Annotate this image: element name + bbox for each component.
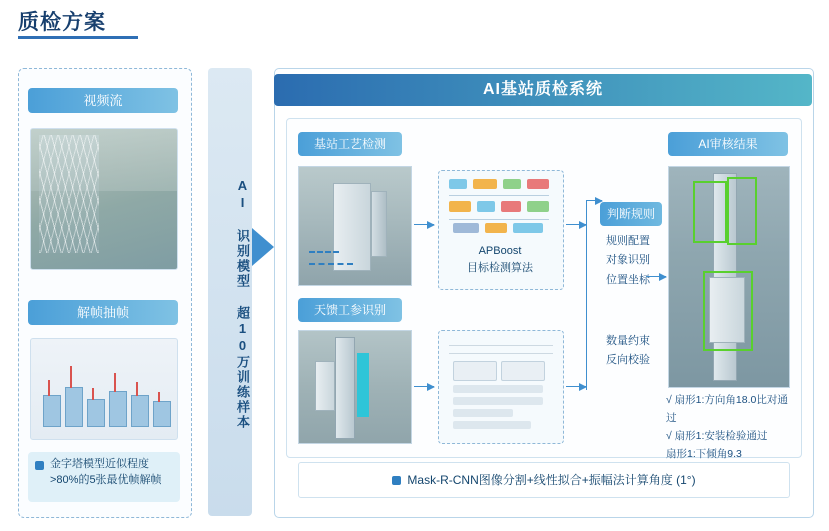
apboost-desc: 目标检测算法 <box>467 261 533 274</box>
cabinet-shape <box>333 183 371 271</box>
measure-line <box>309 251 339 253</box>
ai-result-list <box>666 392 796 463</box>
lattice-tower-icon <box>39 135 99 253</box>
rule2-item-1: 反向校验 <box>606 354 650 367</box>
system-header-title: AI基站质检系统 <box>274 74 812 106</box>
arrow-algo2-to-rule <box>566 386 586 387</box>
tag-ai-review-result: AI审核结果 <box>668 132 788 156</box>
measure-line-2 <box>309 263 353 265</box>
result-item-1: √ 扇形1:安装检验通过 <box>666 429 768 442</box>
rule-connector-line <box>586 200 587 390</box>
tag-station-tech-detection: 基站工艺检测 <box>298 132 402 156</box>
apboost-caption <box>438 243 562 276</box>
rule-list-primary <box>592 232 664 290</box>
page-title: 质检方案 <box>18 11 106 34</box>
antenna-photo <box>298 330 412 444</box>
result-item-2: 扇形1:下倾角9.3 <box>666 447 742 460</box>
rule-item-2: 位置坐标 <box>606 273 650 286</box>
video-stream-label: 视频流 <box>28 88 178 113</box>
rule-item-0: 规则配置 <box>606 235 650 247</box>
rru-shape <box>315 361 335 411</box>
flow-arrow-icon <box>252 228 274 266</box>
rule-list-secondary <box>592 332 664 371</box>
bottom-note-text: Mask-R-CNN图像分割+线性拟合+振幅法计算角度 (1°) <box>407 473 696 487</box>
ai-result-photo <box>668 166 790 388</box>
frame-extraction-label: 解帧抽帧 <box>28 300 178 325</box>
tag-judgement-rule: 判断规则 <box>600 202 662 226</box>
mast-shape <box>335 337 355 439</box>
result-item-0: √ 扇形1:方向角18.0比对通过 <box>666 394 788 424</box>
video-stream-thumbnail <box>30 128 178 270</box>
detection-box-1 <box>693 181 727 243</box>
arrow-antenna-to-algo <box>414 386 434 387</box>
detection-box-2 <box>727 177 757 245</box>
arrow-tech-to-algo <box>414 224 434 225</box>
arrow-algo-to-rule <box>566 224 586 225</box>
rule-item-1: 对象识别 <box>606 254 650 267</box>
ai-model-band: AI 识别模型 超10万训练样本 <box>208 68 252 516</box>
rule2-item-0: 数量约束 <box>606 335 650 347</box>
bottom-algorithm-note <box>298 462 790 498</box>
frame-note-line2: >80%的5张最优帧解帧 <box>50 473 162 486</box>
cabinet-side-shape <box>371 191 387 257</box>
tag-antenna-param-recognition: 天馈工参识别 <box>298 298 402 322</box>
apboost-name: APBoost <box>478 245 522 257</box>
frame-extraction-thumbnail <box>30 338 178 440</box>
antenna-highlight <box>357 353 369 417</box>
frame-selection-note <box>28 452 180 502</box>
title-underline <box>18 36 138 39</box>
detection-box-3 <box>703 271 753 351</box>
frame-score-bars <box>37 365 171 427</box>
arrow-into-rule <box>586 200 602 201</box>
bullet-icon <box>35 461 44 470</box>
frame-note-line1: 金字塔模型近似程度 <box>50 458 149 470</box>
bullet-icon <box>392 476 401 485</box>
station-tech-photo <box>298 166 412 286</box>
mask-rcnn-algorithm-box <box>438 330 564 444</box>
